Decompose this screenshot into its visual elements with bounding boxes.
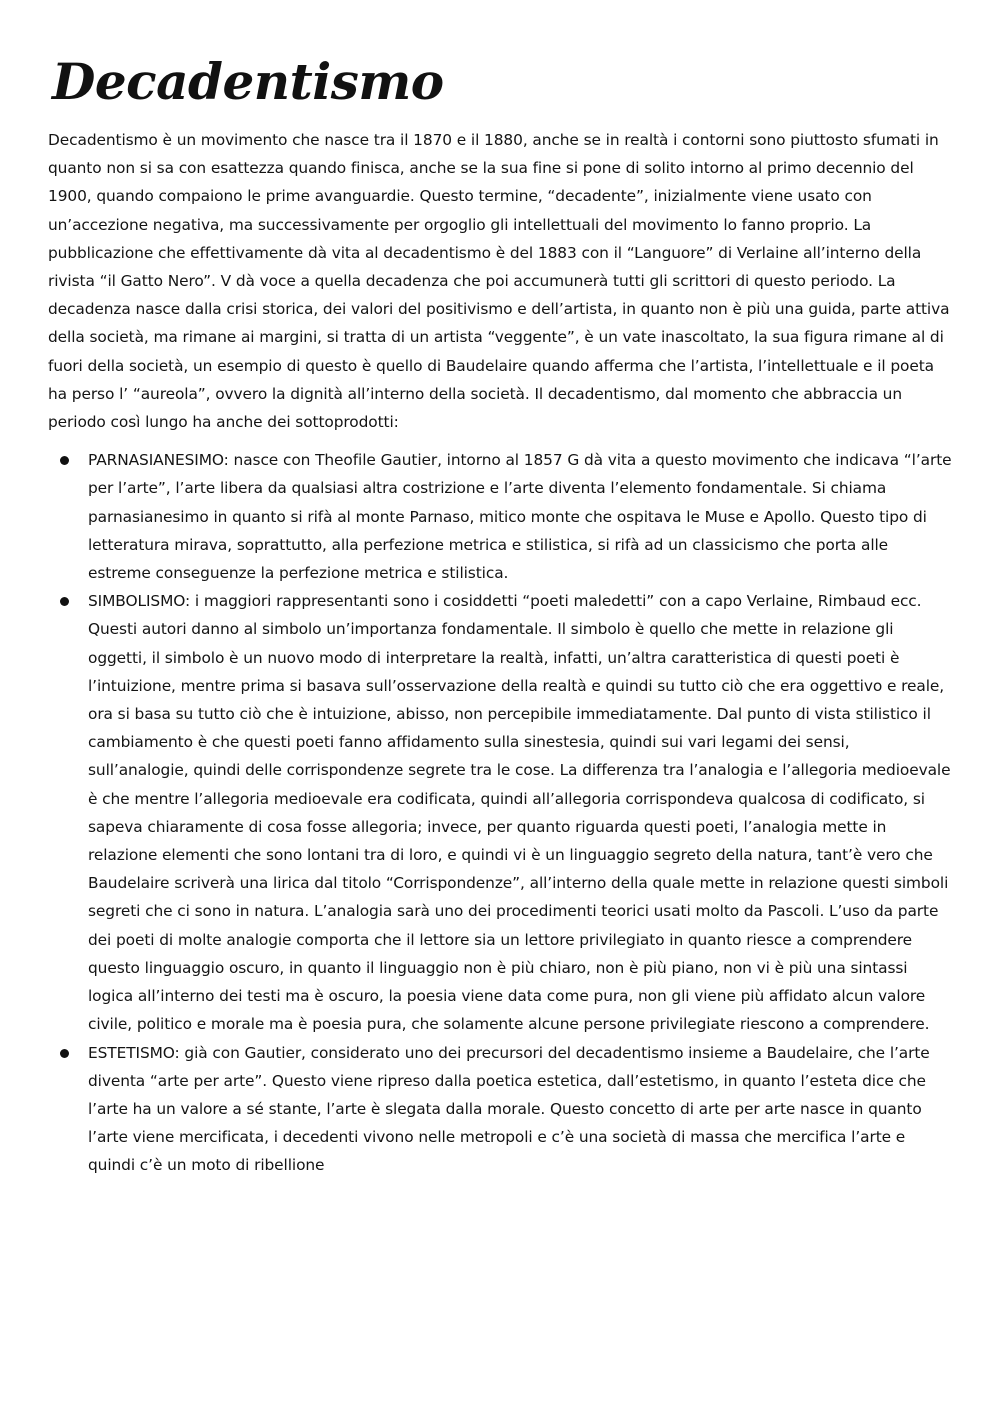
list-item: [48, 446, 952, 587]
list-item-term: PARNASIANESIMO:: [88, 451, 229, 470]
page-title: Decadentismo: [52, 52, 444, 111]
list-item: [48, 587, 952, 1038]
intro-paragraph: Decadentismo è un movimento che nasce tra il 1870 e il 1880, anche se in realtà i contorni sono piuttosto sfumati in quanto non si sa con esattezza quando finisca, anche se la sua fine si pone di solito intorno al primo decennio del 1900, quando compaiono le prime avanguardie. Questo termine, “decadente”, inizialmente viene usato con un’accezione negativa, ma successivamente per orgoglio gli intellettuali del movimento lo fanno proprio. La pubblicazione che effettivamente dà vita al decadentismo è del 1883 con il “Languore” di Verlaine all’interno della rivista “il Gatto Nero”. V dà voce a quella decadenza che poi accumunerà tutti gli scrittori di questo periodo. La decadenza nasce dalla crisi storica, dei valori del positivismo e dell’artista, in quanto non è più una guida, parte attiva della società, ma rimane ai margini, si tratta di un artista “veggente”, è un vate inascoltato, la sua figura rimane al di fuori della società, un esempio di questo è quello di Baudelaire quando afferma che l’artista, l’intellettuale e il poeta ha perso l’ “aureola”, ovvero la dignità all’interno della società. Il decadentismo, dal momento che abbraccia un periodo così lungo ha anche dei sottoprodotti:: [48, 131, 950, 432]
list-item-term: SIMBOLISMO:: [88, 592, 191, 611]
list-item-text: nasce con Theofile Gautier, intorno al 1857 G dà vita a questo movimento che indicava “l’arte per l’arte”, l’arte libera da qualsiasi altra costrizione e l’arte diventa l’elemento fondamentale. Si chiama parnasianesimo in quanto si rifà al monte Parnaso, mitico monte che ospitava le Muse e Apollo. Questo tipo di letteratura mirava, soprattutto, alla perfezione metrica e stilistica, si rifà ad un classicismo che porta alle estreme conseguenze la perfezione metrica e stilistica.: [88, 451, 952, 583]
list-item-term: ESTETISMO:: [88, 1043, 180, 1062]
bullet-dot-icon: [60, 597, 69, 606]
list-item-text: già con Gautier, considerato uno dei precursori del decadentismo insieme a Baudelaire, che l’arte diventa “arte per arte”. Questo viene ripreso dalla poetica estetica, dall’estetismo, in quanto l’esteta dice che l’arte ha un valore a sé stante, l’arte è slegata dalla morale. Questo concetto di arte per arte nasce in quanto l’arte viene mercificata, i decedenti vivono nelle metropoli e c’è una società di massa che mercifica l’arte e quindi c’è un moto di ribellione: [88, 1043, 930, 1175]
bullet-list: [48, 446, 952, 1179]
bullet-dot-icon: [60, 456, 69, 465]
list-item-text: i maggiori rappresentanti sono i cosiddetti “poeti maledetti” con a capo Verlaine, Rimbaud ecc. Questi autori danno al simbolo un’importanza fondamentale. Il simbolo è quello che mette in relazione gli oggetti, il simbolo è un nuovo modo di interpretare la realtà, infatti, un’altra caratteristica di questi poeti è l’intuizione, mentre prima si basava sull’osservazione della realtà e quindi su tutto ciò che era oggettivo e reale, ora si basa su tutto ciò che è intuizione, abisso, non percepibile immediatamente. Dal punto di vista stilistico il cambiamento è che questi poeti fanno affidamento sulla sinestesia, quindi sui vari legami dei sensi, sull’analogie, quindi delle corrispondenze segrete tra le cose. La differenza tra l’analogia e l’allegoria medioevale è che mentre l’allegoria medioevale era codificata, quindi all’allegoria corrispondeva qualcosa di codificato, si sapeva chiaramente di cosa fosse allegoria; invece, per quanto riguarda questi poeti, l’analogia mette in relazione elementi che sono lontani tra di loro, e quindi vi è un linguaggio segreto della natura, tant’è vero che Baudelaire scriverà una lirica dal titolo “Corrispondenze”, all’interno della quale mette in relazione questi simboli segreti che ci sono in natura. L’analogia sarà uno dei procedimenti teorici usati molto da Pascoli. L’uso da parte dei poeti di molte analogie comporta che il lettore sia un lettore privilegiato in quanto riesce a comprendere questo linguaggio oscuro, in quanto il linguaggio non è più chiaro, non è più piano, non vi è più una sintassi logica all’interno dei testi ma è oscuro, la poesia viene data come pura, non gli viene più affidato alcun valore civile, politico e morale ma è poesia pura, che solamente alcune persone privilegiate riescono a comprendere.: [88, 592, 951, 1034]
bullet-dot-icon: [60, 1049, 69, 1058]
list-item: [48, 1039, 952, 1180]
